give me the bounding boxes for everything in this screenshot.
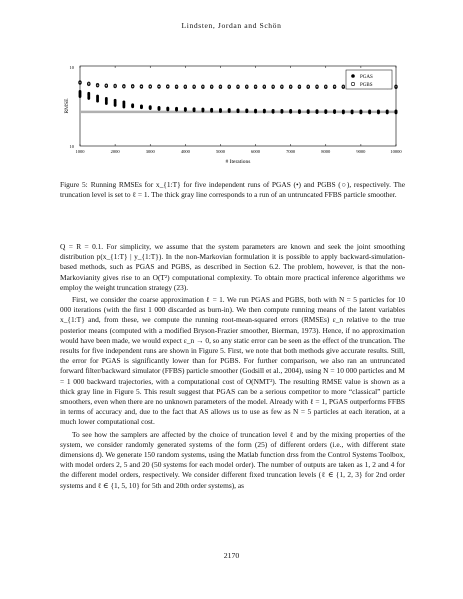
- pgas-point: [166, 107, 169, 110]
- pgas-point: [184, 107, 187, 110]
- pgas-point: [228, 108, 231, 111]
- paragraph: First, we consider the coarse approximation ℓ = 1. We run PGAS and PGBS, both with N = 5 particles for 10 000 iterations (with the first 1 000 discarded as burn-in). We then compute running means of the latent variables x_{1:T} and, from these, we compute the running root-mean-squared errors (RMSEs) ε_n relative to the true posterior means (computed with a modified Bryson-Frazier smoother, Bierman, 1973). Hence, if no approximation would have been made, we would expect ε_n → 0, so any static error can be seen as the effect of the truncation. The results for five independent runs are shown in Figure 5. First, we note that both methods give accurate results. Still, the error for PGAS is significantly lower than for PGBS. For further comparison, we also ran an untruncated forward filter/backward simulator (FFBS) particle smoother (Godsill et al., 2004), using N = 10 000 particles and M = 1 000 backward trajectories, with a computational cost of O(NMT²). The resulting RMSE value is shown as a thick gray line in Figure 5. This result suggest that PGAS can be a serious competitor to more “classical” particle smoothers, even when there are no unknown parameters of the model. Already with ℓ = 1, PGAS outperforms FFBS in terms of accuracy and, due to the fact that AS allows us to use as few as N = 5 particles at each iteration, at a much lower computational cost.: [60, 295, 405, 427]
- pgas-point: [377, 110, 380, 113]
- paragraph: Q = R = 0.1. For simplicity, we assume that the system parameters are known and seek the joint smoothing distribution p(x_{1:T} | y_{1:T}). In the non-Markovian formulation it is possible to apply backward-simulation-based methods, such as PGAS and PGBS, as described in Section 6.2. The problem, however, is that the non-Markovianity gives rise to an O(T²) computational complexity. To obtain more practical inference algorithms we employ the weight truncation strategy (23).: [60, 242, 405, 292]
- pgas-point: [280, 109, 283, 112]
- pgas-point: [342, 110, 345, 113]
- pgas-point: [324, 109, 327, 112]
- pgas-point: [289, 109, 292, 112]
- paragraph: To see how the samplers are affected by the choice of truncation level ℓ and by the mixing properties of the system, we consider randomly generated systems of the form (25) of different orders (i.e., with different state dimensions d). We generate 150 random systems, using the Matlab function drss from the Control Systems Toolbox, with model orders 2, 5 and 20 (50 systems for each model order). The number of outputs are taken as 1, 2 and 4 for the different model orders, respectively. We consider different fixed truncation levels (ℓ ∈ {1, 2, 3} for 2nd order systems and ℓ ∈ {1, 5, 10} for 5th and 20th order systems), as: [60, 429, 405, 490]
- pgas-point: [87, 92, 90, 95]
- pgas-point: [114, 99, 117, 102]
- pgas-point: [245, 108, 248, 111]
- x-axis-label: # Iterations: [225, 159, 251, 165]
- pgas-point: [158, 106, 161, 109]
- x-tick-label: 9000: [356, 149, 366, 154]
- figure-caption-text: Running RMSEs for x_{1:T} for five independent runs of PGAS (•) and PGBS (○), respectively. The truncation level is set to ℓ = 1. The thick gray line corresponds to a run of an untruncated FFBS particle smoother.: [60, 180, 405, 200]
- pgas-point: [359, 110, 362, 113]
- page-number: 2170: [223, 551, 240, 560]
- pgas-point: [105, 97, 108, 100]
- pgas-point: [193, 107, 196, 110]
- pgas-point: [140, 104, 143, 107]
- pgas-point: [201, 108, 204, 111]
- y-tick-bottom: 10: [69, 144, 74, 149]
- pgas-point: [386, 110, 389, 113]
- pgas-point: [263, 109, 266, 112]
- x-tick-label: 2000: [110, 149, 120, 154]
- pgas-point: [298, 109, 301, 112]
- x-tick-label: 7000: [286, 149, 296, 154]
- x-tick-label: 4000: [180, 149, 190, 154]
- pgas-point: [395, 110, 398, 113]
- pgas-point: [79, 90, 82, 93]
- pgas-point: [122, 100, 125, 103]
- legend: [346, 70, 392, 89]
- running-header: Lindsten, Jordan and Schön: [181, 21, 282, 30]
- legend-pgas-label: PGAS: [360, 75, 373, 80]
- x-tick-label: 6000: [251, 149, 261, 154]
- pgas-point: [307, 109, 310, 112]
- pgas-point: [351, 110, 354, 113]
- pgas-point: [131, 103, 134, 106]
- body-text: [60, 242, 405, 493]
- x-tick-label: 8000: [321, 149, 331, 154]
- pgas-point: [210, 108, 213, 111]
- x-tick-label: 10000: [390, 149, 402, 154]
- x-tick-label: 5000: [215, 149, 225, 154]
- pgas-point: [175, 107, 178, 110]
- pgas-point: [333, 109, 336, 112]
- pgas-point: [316, 109, 319, 112]
- figure-label: Figure 5:: [60, 180, 88, 189]
- legend-pgas-marker: [351, 74, 355, 78]
- pgas-point: [368, 110, 371, 113]
- pgas-point: [254, 109, 257, 112]
- x-tick-label: 1000: [75, 149, 85, 154]
- pgas-point: [149, 105, 152, 108]
- pgas-point: [219, 108, 222, 111]
- pgas-point: [237, 108, 240, 111]
- y-axis-label: RMSE: [64, 98, 70, 114]
- legend-pgbs-label: PGBS: [360, 83, 373, 88]
- pgas-point: [96, 95, 99, 98]
- rmse-chart: [60, 58, 405, 170]
- pgas-point: [272, 109, 275, 112]
- figure-caption: [60, 180, 405, 200]
- x-tick-label: 3000: [145, 149, 155, 154]
- y-tick-top: 10: [69, 65, 74, 70]
